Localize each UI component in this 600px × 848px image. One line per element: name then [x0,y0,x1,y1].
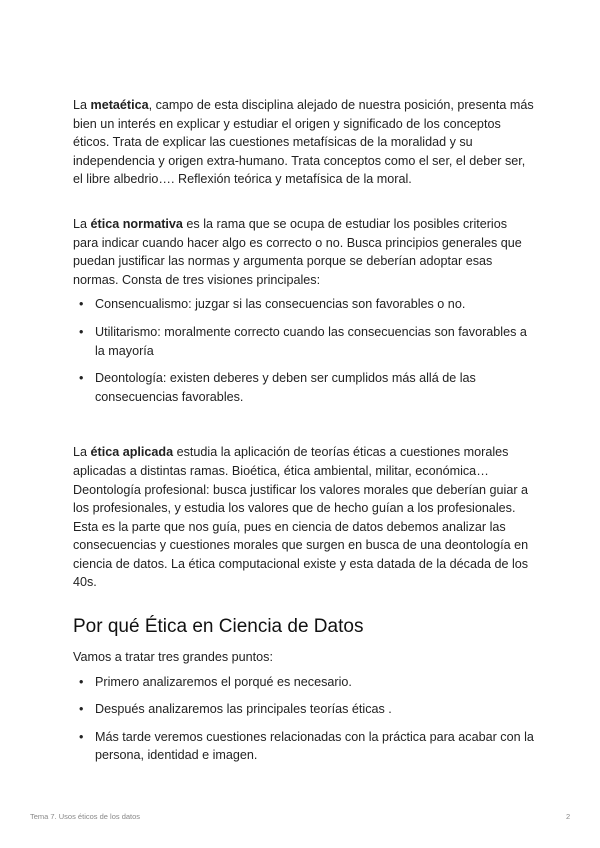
bullet-icon: • [79,371,84,386]
normative-ethics-paragraph: La ética normativa es la rama que se ocupa de estudiar los posibles criterios para indicar cuando hacer algo es correcto o no. Busca principios generales que puedan justificar las normas y argumenta porque se deberían adoptar esas normas. Consta de tres visiones principales: [73,216,522,287]
section-intro: Vamos a tratar tres grandes puntos: [73,650,273,665]
metaethics-paragraph: La metaética, campo de esta disciplina alejado de nuestra posición, presenta más bien un interés en explicar y estudiar el origen y significado de los conceptos éticos. Trata de explicar las cuestiones metafísicas de la moralidad y su independencia y origen extra-humano. Trata conceptos como el ser, el deber ser, el libre albedrio…. Reflexión teórica y metafísica de la moral. [73,98,534,187]
list-item: • Después analizaremos las principales teorías éticas . [73,700,535,719]
list-item: • Deontología: existen deberes y deben ser cumplidos más allá de las consecuencias favorables. [79,371,476,404]
metaethics-term: metaética [90,98,149,112]
bullet-icon: • [79,674,84,689]
points-list [73,673,535,765]
page-number: 2 [566,812,571,821]
bullet-icon: • [79,324,84,339]
normative-ethics-term: ética normativa [90,216,183,231]
bullet-icon: • [79,729,84,744]
applied-ethics-term: ética aplicada [90,445,174,460]
page-content [73,96,535,774]
footer-title: Tema 7. Usos éticos de los datos [30,812,141,821]
bullet-icon: • [79,297,84,312]
applied-ethics-paragraph: La ética aplicada estudia la aplicación de teorías éticas a cuestiones morales aplicadas a distintas ramas. Bioética, ética ambiental, militar, económica… Deontología profesional: busca justificar los valores morales que deberían guiar a los profesionales, y estudia los valores que de hecho guían a los profesionales. Esta es la parte que nos guía, pues en ciencia de datos debemos analizar las consecuencias y cuestiones morales que surgen en busca de una deontología en ciencia de datos. La ética computacional existe y esta datada de la década de los 40s. [73,445,529,590]
list-item: • Consencualismo: juzgar si las consecuencias son favorables o no. [73,295,535,314]
list-item: • Más tarde veremos cuestiones relacionadas con la práctica para acabar con la persona, identidad e imagen. [79,729,534,763]
section-heading: Por qué Ética en Ciencia de Datos [73,616,364,638]
normative-ethics-list [73,295,535,406]
list-item: • Utilitarismo: moralmente correcto cuando las consecuencias son favorables a la mayoría [79,324,527,358]
bullet-icon: • [79,702,84,717]
list-item: • Primero analizaremos el porqué es necesario. [73,673,535,692]
